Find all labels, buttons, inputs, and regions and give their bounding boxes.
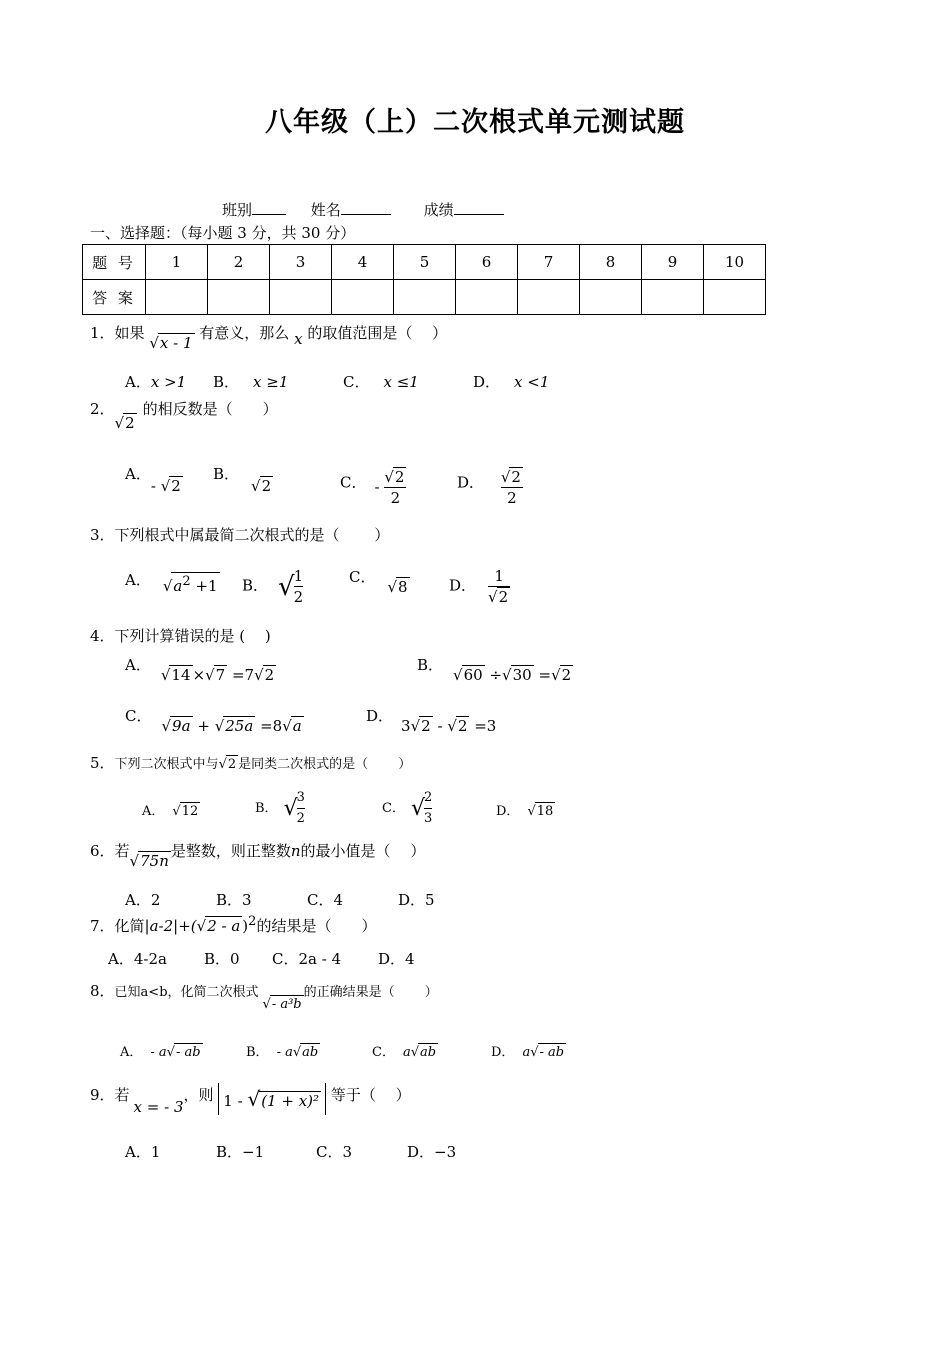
q1-option-a[interactable]: A．x >1	[125, 373, 187, 391]
question-text: 的取值范围是（ ）	[307, 324, 448, 342]
q8-option-c[interactable]: C． a√ab	[372, 1045, 437, 1060]
score-label: 成绩	[423, 201, 454, 219]
q5-option-c[interactable]: C． √ $\frac{2}{3}$	[382, 790, 433, 826]
page-title: 八年级（上）二次根式单元测试题	[265, 107, 685, 138]
question-number: 2	[208, 245, 270, 280]
question-number: 9	[642, 245, 704, 280]
answer-table	[82, 244, 766, 315]
section-heading: 一、选择题：（每小题 3 分，共 30 分）	[90, 224, 356, 242]
score-blank[interactable]	[454, 198, 504, 215]
q3-option-b[interactable]: B． √ $\frac{1}{2}$	[242, 567, 304, 606]
question-number: 6	[456, 245, 518, 280]
q3-option-d[interactable]: D． $\frac{1}{√2}$	[449, 567, 509, 606]
q4-option-d[interactable]: D．3√2 - √2 =3	[366, 707, 497, 735]
answer-cell[interactable]	[394, 280, 456, 315]
q9-option-a[interactable]: A．1	[125, 1143, 161, 1161]
q2-option-d[interactable]: D． $\frac{√2}{2}$	[457, 468, 521, 507]
q1-option-d[interactable]: D． x <1	[473, 373, 550, 391]
answer-cell[interactable]	[208, 280, 270, 315]
answer-cell[interactable]	[580, 280, 642, 315]
row-header: 答 案	[83, 280, 146, 315]
q2-option-a[interactable]: A．- √2	[125, 465, 181, 495]
table-row	[83, 280, 766, 315]
q1-option-c[interactable]: C． x ≤1	[343, 373, 419, 391]
table-row	[83, 245, 766, 280]
q2-option-b[interactable]: B．√2	[213, 465, 272, 495]
question-1: 1．如果 √x - 1 有意义，那么 x 的取值范围是（ ）	[90, 324, 448, 352]
q5-option-d[interactable]: D． √18	[496, 804, 554, 819]
q2-option-c[interactable]: C． - $\frac{√2}{2}$	[340, 468, 405, 507]
q8-option-b[interactable]: B． - a√ab	[246, 1045, 319, 1060]
question-number: 8	[580, 245, 642, 280]
q4-option-a[interactable]: A．√14 ×√7 =7√2	[125, 656, 275, 684]
question-6: 6．若√75n是整数，则正整数n的最小值是（ ）	[90, 842, 426, 870]
q4-option-c[interactable]: C．√9a + √25a =8√a	[125, 707, 302, 735]
question-number: 5	[394, 245, 456, 280]
answer-cell[interactable]	[704, 280, 766, 315]
question-number: 1	[146, 245, 208, 280]
q7-option-a[interactable]: A．4-2a	[108, 950, 167, 968]
name-blank[interactable]	[341, 198, 391, 215]
question-9: 9．若x = - 3，则 1 - √(1 + x)² 等于（ ）	[90, 1077, 411, 1109]
question-3: 3．下列根式中属最简二次根式的是（ ）	[90, 526, 390, 544]
answer-cell[interactable]	[146, 280, 208, 315]
variable: x	[294, 330, 303, 348]
q3-option-a[interactable]: A． $√a^2 +1$	[125, 571, 218, 595]
q9-option-d[interactable]: D．−3	[407, 1143, 457, 1161]
question-text: 1．如果	[90, 324, 145, 342]
question-5: 5．下列二次根式中与√2 是同类二次根式的是（ ）	[90, 754, 412, 772]
q7-option-b[interactable]: B．0	[204, 950, 240, 968]
q6-option-d[interactable]: D．5	[398, 891, 435, 909]
question-text: 有意义，那么	[199, 324, 290, 342]
q1-option-b[interactable]: B． x ≥1	[213, 373, 289, 391]
radicand: x - 1	[159, 334, 193, 352]
q9-option-c[interactable]: C．3	[316, 1143, 353, 1161]
answer-cell[interactable]	[518, 280, 580, 315]
question-2: 2．√2的相反数是（ ）	[90, 400, 278, 432]
question-4: 4．下列计算错误的是 ( )	[90, 627, 271, 645]
q6-option-b[interactable]: B．3	[216, 891, 252, 909]
q3-option-c[interactable]: C．√8	[349, 568, 408, 596]
answer-cell[interactable]	[270, 280, 332, 315]
question-7: 7．化简|a-2|+(√2 - a )$^2$的结果是（ ）	[90, 914, 377, 935]
name-label: 姓名	[310, 201, 341, 219]
q5-option-b[interactable]: B． √ $\frac{3}{2}$	[255, 790, 305, 826]
question-number: 10	[704, 245, 766, 280]
q6-option-c[interactable]: C．4	[307, 891, 344, 909]
question-number: 7	[518, 245, 580, 280]
row-header: 题 号	[83, 245, 146, 280]
q9-option-b[interactable]: B．−1	[216, 1143, 265, 1161]
question-number: 3	[270, 245, 332, 280]
answer-cell[interactable]	[332, 280, 394, 315]
question-8: 8．已知a<b，化简二次根式√- a³b的正确结果是（ ）	[90, 982, 438, 1012]
class-blank[interactable]	[252, 198, 286, 215]
q8-option-d[interactable]: D． a√- ab	[491, 1045, 565, 1060]
class-label: 班别	[222, 201, 253, 219]
q8-option-a[interactable]: A． - a√- ab	[120, 1045, 201, 1060]
q6-option-a[interactable]: A．2	[125, 891, 161, 909]
answer-cell[interactable]	[642, 280, 704, 315]
question-number: 4	[332, 245, 394, 280]
student-info	[222, 198, 504, 220]
q4-option-b[interactable]: B．√60 ÷√30 =√2	[417, 656, 572, 684]
q7-option-d[interactable]: D．4	[378, 950, 415, 968]
answer-cell[interactable]	[456, 280, 518, 315]
q7-option-c[interactable]: C．2a - 4	[272, 950, 342, 968]
q5-option-a[interactable]: A． √12	[142, 804, 199, 819]
